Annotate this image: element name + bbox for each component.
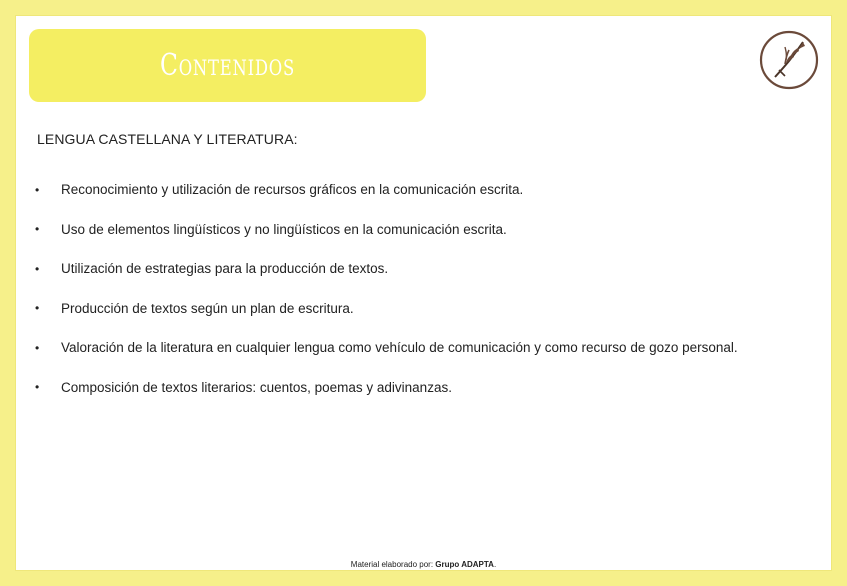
list-item-text: Uso de elementos lingüísticos y no lingüísticos en la comunicación escrita.: [61, 221, 507, 237]
bullet-icon: •: [35, 301, 40, 316]
bullet-icon: •: [35, 182, 40, 197]
bullet-icon: •: [35, 380, 40, 395]
feather-brush-circle-icon: [759, 30, 819, 90]
logo: [759, 30, 819, 90]
list-item: [35, 170, 825, 210]
bullet-icon: •: [35, 261, 40, 276]
bullet-icon: •: [35, 340, 40, 355]
list-item-text: Composición de textos literarios: cuentos, poemas y adivinanzas.: [61, 379, 452, 395]
footer-author: Grupo ADAPTA: [435, 560, 494, 569]
list-item: [35, 368, 825, 408]
list-item: [35, 249, 825, 289]
page-title: Contenidos: [160, 48, 295, 83]
bullet-icon: •: [35, 222, 40, 237]
list-item: [35, 289, 825, 329]
list-item-text: Utilización de estrategias para la producción de textos.: [61, 261, 389, 277]
list-item-text: Producción de textos según un plan de escritura.: [61, 300, 354, 316]
section-heading: LENGUA CASTELLANA Y LITERATURA:: [37, 131, 298, 147]
footer-suffix: .: [493, 560, 497, 569]
footer-prefix: Material elaborado por:: [350, 560, 434, 569]
list-item-text: Valoración de la literatura en cualquier lengua como vehículo de comunicación y como recurso de gozo personal.: [61, 340, 738, 356]
list-item: [35, 328, 825, 368]
title-banner: [29, 29, 426, 102]
contents-list: [35, 170, 825, 407]
list-item-text: Reconocimiento y utilización de recursos gráficos en la comunicación escrita.: [61, 182, 524, 198]
list-item: [35, 210, 825, 250]
footer-credit: [15, 560, 832, 569]
